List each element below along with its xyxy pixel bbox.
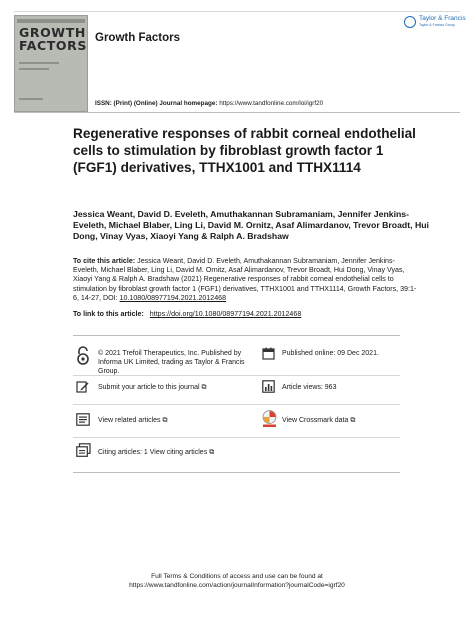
article-title: Regenerative responses of rabbit corneal endothelial cells to stimulation by fibroblast growth factor 1 (FGF1) derivatives, TTHX1001 and TTHX1114 — [73, 126, 416, 175]
footer-terms-text: Full Terms & Conditions of access and use can be found at — [151, 573, 323, 580]
publisher-logo-subtext: Taylor & Francis Group — [419, 23, 455, 27]
journal-name[interactable]: Growth Factors — [95, 32, 180, 44]
calendar-icon — [262, 347, 275, 360]
crossmark-icon — [262, 410, 277, 428]
cover-title-line2: FACTORS — [19, 38, 87, 53]
cover-text-line — [19, 62, 59, 64]
published-date: Published online: 09 Dec 2021. — [282, 350, 379, 357]
external-link-icon: ⧉ — [350, 417, 356, 424]
cover-text-line — [19, 98, 43, 100]
article-link-label: To link to this article: — [73, 310, 144, 318]
publisher-logo-icon — [404, 16, 416, 28]
issn-line — [95, 100, 323, 107]
cover-text-line — [19, 68, 49, 70]
bar-chart-icon — [262, 380, 275, 393]
citing-articles-icon — [76, 443, 91, 457]
article-views: Article views: 963 — [282, 384, 337, 391]
journal-cover-image — [14, 15, 88, 112]
citing-articles-link[interactable] — [98, 448, 214, 457]
cover-title — [19, 26, 85, 52]
citation-label: To cite this article: — [73, 257, 136, 265]
citation-text: Jessica Weant, David D. Eveleth, Amuthakannan Subramaniam, Jennifer Jenkins-Eveleth, Michael Blaber, Ling Li, David M. Ornitz, Asaf Alimardanov, Trevor Broadt, Hui Dong, Vinay Vyas, Xiaoyi Yang & Ralph A. Bradshaw (2021) Regenerative responses of rabbit corneal endothelial cells to stimulation by fibroblast growth factor 1 (FGF1) derivatives, TTHX1001 and TTHX1114, Growth Factors, 39:1-6, 14-27, DOI: — [73, 257, 417, 302]
view-related-articles-link[interactable] — [98, 416, 168, 425]
cover-top-bar — [17, 19, 85, 23]
header-divider — [14, 112, 460, 113]
footer — [0, 573, 474, 590]
submit-pencil-icon — [76, 380, 89, 393]
info-row-divider — [73, 404, 400, 405]
view-related-articles-label: View related articles — [98, 417, 161, 424]
info-row-divider — [73, 437, 400, 438]
publisher-logo[interactable] — [404, 14, 470, 36]
journal-homepage-link[interactable]: https://www.tandfonline.com/loi/igrf20 — [219, 100, 324, 107]
submit-article-link[interactable] — [98, 383, 207, 392]
external-link-icon: ⧉ — [201, 384, 207, 391]
related-articles-icon — [76, 413, 90, 426]
article-authors: Jessica Weant, David D. Eveleth, Amuthakannan Subramaniam, Jennifer Jenkins-Eveleth, Michael Blaber, Ling Li, David M. Ornitz, Asaf Alimardanov, Trevor Broadt, Hui Dong, Vinay Vyas, Xiaoyi Yang & Ralph A. Bradshaw — [73, 209, 429, 242]
footer-terms-link[interactable]: https://www.tandfonline.com/action/journalInformation?journalCode=igrf20 — [129, 581, 345, 589]
header-top-rule — [14, 11, 460, 12]
issn-label: ISSN: (Print) (Online) Journal homepage: — [95, 100, 218, 107]
cover-title-line1: GROWTH — [19, 25, 86, 40]
article-link-line — [73, 310, 301, 318]
info-top-rule — [73, 335, 400, 336]
external-link-icon: ⧉ — [209, 449, 215, 456]
open-access-icon — [76, 346, 90, 366]
view-crossmark-label: View Crossmark data — [282, 417, 349, 424]
info-row-divider — [73, 375, 400, 376]
info-bottom-rule — [73, 472, 400, 473]
citation-block — [73, 257, 418, 303]
copyright-text: © 2021 Trefoil Therapeutics, Inc. Published by Informa UK Limited, trading as Taylor & Francis Group. — [98, 350, 245, 375]
view-crossmark-link[interactable] — [282, 416, 355, 425]
article-doi-link[interactable]: https://doi.org/10.1080/08977194.2021.2012468 — [149, 310, 302, 318]
citing-articles-label: Citing articles: 1 View citing articles — [98, 449, 208, 456]
publisher-logo-text: Taylor & Francis — [419, 15, 466, 22]
submit-article-label: Submit your article to this journal — [98, 384, 200, 391]
external-link-icon: ⧉ — [162, 417, 168, 424]
citation-doi-link[interactable]: 10.1080/08977194.2021.2012468 — [119, 293, 227, 302]
